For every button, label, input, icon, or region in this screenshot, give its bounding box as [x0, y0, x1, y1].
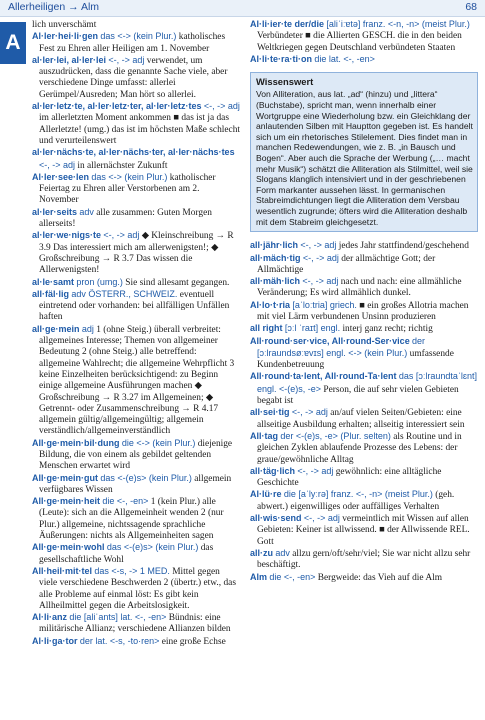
- dictionary-entry: [250, 336, 478, 372]
- entry-definition: Bergweide: das Vieh auf die Alm: [317, 572, 443, 583]
- entry-definition: allzu gern/oft/sehr/viel; Sie war nicht allzu sehr beschäftigt.: [257, 548, 471, 571]
- dictionary-entry: [250, 54, 478, 66]
- box-title: Wissenswert: [256, 76, 314, 88]
- entry-definition: interj ganz recht; richtig: [342, 324, 433, 335]
- right-top-entries: [250, 19, 478, 66]
- entry-definition: das gesellschaftliche Wohl: [39, 543, 214, 565]
- entry-headword: all·ge·mein: [32, 323, 80, 334]
- entry-headword: All·round·ser·vice, All·round-Ser·vice: [250, 335, 410, 346]
- entry-grammar: die <-, -en>: [102, 496, 149, 507]
- entry-headword: Al·ler·hei·li·gen: [32, 31, 99, 42]
- entry-grammar: die [aˈlyːrə] franz. <-, -n> (meist Plur.): [283, 489, 433, 500]
- entry-headword: al·ler·nächs·te, al·ler·nächs·ter, al·ler·nächs·tes: [32, 147, 235, 158]
- entry-definition: Mittel gegen viele verschiedene Beschwerden 2 (übertr.) etw., das alle Probleme auf einmal löst: Es gibt kein Allheilmittel gegen die Arbeitslosigkeit.: [39, 566, 236, 611]
- entry-grammar: <-, -> adj: [103, 230, 140, 241]
- entry-headword: Al·li·anz: [32, 612, 67, 623]
- entry-grammar: <-, -> adj: [203, 101, 240, 112]
- entry-grammar: [aliˈiːɐtə] franz. <-n, -n> (meist Plur.): [326, 19, 470, 29]
- entry-headword: All·ge·mein·gut: [32, 472, 98, 483]
- entry-headword: all right: [250, 323, 283, 334]
- dictionary-entry: [250, 276, 478, 300]
- entry-definition: katholischer Feiertag zu Ehren aller Verstorbenen am 2. November: [39, 172, 216, 206]
- entry-grammar: der lat. <-s, -to·ren>: [79, 635, 160, 646]
- entry-definition: allgemein verfügbares Wissen: [39, 473, 232, 495]
- dictionary-entry: [32, 496, 240, 542]
- entry-grammar: der [ɔːlraundsøːɐvɪs] engl. <-> (kein Plur.): [257, 335, 426, 358]
- dictionary-entry: [32, 542, 240, 566]
- dictionary-entry: [250, 240, 478, 252]
- entry-grammar: [ɔːl ˈraɪt] engl.: [284, 323, 341, 334]
- right-bottom-entries: [250, 240, 478, 584]
- entry-definition: katholisches Fest zu Ehren aller Heiligen am 1. November: [39, 32, 226, 54]
- entry-grammar: das <-> (kein Plur.): [100, 31, 177, 42]
- entry-headword: Al·lü·re: [250, 489, 282, 500]
- entry-headword: al·ler·seits: [32, 206, 78, 217]
- dictionary-entry: [250, 572, 478, 584]
- right-column: [250, 19, 478, 584]
- entry-grammar: <-, -> adj: [302, 252, 339, 263]
- entry-headword: All·ge·mein·heit: [32, 496, 101, 507]
- entry-headword: All·ge·mein·wohl: [32, 542, 105, 553]
- entry-headword: all·jähr·lich: [250, 240, 299, 251]
- entry-grammar: adv: [79, 206, 94, 217]
- entry-headword: all·täg·lich: [250, 465, 296, 476]
- dictionary-entry: [250, 513, 478, 548]
- entry-grammar: <-, -> adj: [291, 407, 328, 418]
- dictionary-entry: [32, 207, 240, 231]
- entry-headword: all·zu: [250, 547, 274, 558]
- entry-definition: vermeintlich mit Wissen auf allen Gebieten: Keiner ist allwissend. ■ der Allwissende REL. Gott: [257, 514, 470, 547]
- entry-grammar: adv ÖSTERR., SCHWEIZ.: [71, 288, 178, 299]
- dictionary-entry: [32, 636, 240, 648]
- entry-grammar: <-, -> adj: [108, 54, 145, 65]
- entry-headword: all·sei·tig: [250, 407, 290, 418]
- entry-headword: all·fäl·lig: [32, 288, 70, 299]
- entry-grammar: pron (umg.): [76, 276, 123, 287]
- entry-definition: an/auf vielen Seiten/Gebieten: eine allseitige Ausbildung erhalten; allseitig interessiert sein: [257, 408, 465, 430]
- entry-definition: Bündnis: eine militärische Allianz; verschiedene Allianzen bilden: [39, 613, 231, 635]
- dictionary-entry: [32, 31, 240, 55]
- entry-headword: al·le·samt: [32, 276, 75, 287]
- dictionary-entry: [32, 277, 240, 289]
- entry-definition: alle zusammen: Guten Morgen allerseits!: [39, 207, 212, 230]
- entry-grammar: das [ɔːlraundtaˈlɛnt] engl. <-(e)s, -e>: [257, 371, 477, 394]
- entry-grammar: das <-s, -> 1 MED.: [94, 565, 170, 576]
- entry-headword: all·mäch·tig: [250, 252, 301, 263]
- entry-headword: Al·lo·t·ria: [250, 299, 290, 310]
- entry-grammar: <-, -> adj: [303, 513, 340, 524]
- letter-tab: A: [0, 22, 26, 64]
- entry-grammar: die <-> (kein Plur.): [121, 437, 196, 448]
- entry-headword: al·ler·lei, al·ler·lei: [32, 54, 107, 65]
- entry-definition: Sie sind allesamt gegangen.: [125, 277, 230, 288]
- entry-definition: der allmächtige Gott; der Allmächtige: [257, 253, 436, 275]
- entry-definition: umfassende Kundenbetreuung: [257, 348, 454, 371]
- entry-headword: All·round·ta·lent, All·round-Ta·lent: [250, 371, 397, 382]
- entry-grammar: <-, -> adj: [300, 240, 337, 251]
- entry-headword: Al·ler·see·len: [32, 171, 90, 182]
- entry-grammar: das <-(e)s> (kein Plur.): [100, 472, 192, 483]
- entry-headword: All·ge·mein·bil·dung: [32, 437, 120, 448]
- entry-definition: 1 (kein Plur.) alle (Leute): sich an die Allgemeinheit wenden 2 (nur Plur.) allgemeine, nichtssagende sprachliche Äußerungen: nichts als Allgemeinheiten sagen: [39, 497, 224, 542]
- dictionary-entry: [32, 438, 240, 473]
- entry-definition: ◆ Kleinschreibung → R 3.9 Das interessiert mich am allerwenigsten!; ◆ Großschreibung → R 3.7 Das wissen die Allerwenigsten!: [39, 231, 234, 276]
- entry-grammar: [aˈloːtria] griech.: [292, 299, 357, 310]
- dictionary-entry: [250, 300, 478, 324]
- entry-headword: al·ler·we·nigs·te: [32, 230, 102, 241]
- wissenswert-box: [250, 72, 478, 232]
- dictionary-entry: [250, 19, 478, 54]
- entry-grammar: die <-, -en>: [269, 571, 316, 582]
- entry-definition: Person, die auf sehr vielen Gebieten begabt ist: [257, 384, 459, 407]
- entry-headword: Alm: [250, 571, 268, 582]
- entry-definition: lich unverschämt: [32, 20, 97, 30]
- entry-definition: gewöhnlich: eine alltägliche Geschichte: [257, 466, 442, 489]
- entry-definition: 1 (ohne Steig.) überall verbreitet: allgemeines Interesse; Themen von allgemeiner Bedeutung 2 (ohne Steig.) alle betreffend: allgemeine Wahlrecht; die allgemeine Wehrpflicht 3 keine Einzelheiten berücksichtigend: zu Beginn einige allgemeine Ausführungen machen ◆ Großschreibung → R 3.27 im Allgemeinen; ◆ Getrennt- oder Zusammenschreibung → R 4.17 allgemein gültig/allgemeingültig; allgemein verständlich/allgemeinverständlich: [39, 324, 235, 437]
- dictionary-entry: [32, 147, 240, 172]
- entry-definition: als Routine und in gleichen Zyklen ablaufende Prozesse des Lebens: der graue/gewöhnliche Alltag: [257, 431, 462, 465]
- entry-grammar: adv: [275, 547, 290, 558]
- entry-grammar: adj: [81, 323, 94, 334]
- entry-definition: ■ ein großes Allotria machen mit viel Lärm verbundenen Unsinn produzieren: [257, 300, 469, 322]
- dictionary-entry: [250, 466, 478, 490]
- dictionary-entry: [250, 323, 478, 335]
- dictionary-entry: [32, 19, 240, 31]
- box-body: Von Alliteration, aus lat. „ad“ (hinzu) und „littera“ (Buchstabe), spricht man, wenn innerhalb einer Wortgruppe eine Wiederholung bzw. ein Gleichklang der anlautenden Silben mit Hauptton gegeben ist. Es handelt sich um ein rhetorisches Stilelement. Dies findet man in manchen Redewendungen, wie z. B. „in Bausch und Bogen“. Aber auch die Sprache der Werbung („… macht mehr Musik“) schätzt die Alliteration als Stilmittel, weil sie Slogans klanglich intensiviert und in der geschriebenen Form markanter aussehen lässt. In germanischen Stabreimdichtungen liegt die Alliteration dem Versbau wesentlich zugrunde; öfters wird die Alliteration deshalb mit dem Stabreim gleichgesetzt.: [256, 89, 473, 227]
- entry-headword: all·wis·send: [250, 513, 302, 524]
- entry-headword: Al·li·te·ra·ti·on: [250, 53, 312, 64]
- dictionary-entry: [32, 473, 240, 497]
- entry-headword: Al·li·ier·te der/die: [250, 19, 325, 29]
- dictionary-entry: [250, 253, 478, 277]
- dictionary-entry: [32, 101, 240, 147]
- dictionary-entry: [32, 230, 240, 276]
- running-head: Allerheiligen → Alm: [8, 1, 100, 13]
- page-header: [0, 0, 485, 17]
- entry-grammar: die [aliˈants] lat. <-, -en>: [69, 612, 167, 623]
- left-column: [32, 19, 240, 648]
- dictionary-entry: [32, 289, 240, 324]
- entry-headword: All·tag: [250, 430, 278, 441]
- dictionary-entry: [250, 548, 478, 572]
- entry-grammar: <-, -> adj: [297, 465, 334, 476]
- entry-definition: eventuell eintretend oder vorhanden: bei allfälligen Unfällen haften: [39, 289, 230, 323]
- entry-definition: nach und nach: eine allmähliche Veränderung; Es wird allmählich dunkel.: [257, 277, 462, 299]
- page-number: 68: [465, 1, 477, 13]
- entry-definition: im allerletzten Moment ankommen ■ das ist ja das Allerletzte! (umg.) das ist im höchsten Maße schlecht und verurteilenswert: [39, 113, 240, 146]
- entry-definition: Verbündeter ■ die Allierten GESCH. die in den beiden Weltkriegen gegen Deutschland verbündeten Staaten: [257, 31, 462, 53]
- dictionary-entry: [32, 566, 240, 612]
- entry-headword: al·ler·letz·te, al·ler·letz·ter, al·ler·letz·tes: [32, 101, 202, 112]
- dictionary-entry: [250, 489, 478, 513]
- entry-grammar: <-, -> adj: [39, 159, 76, 170]
- entry-definition: verwendet, um auszudrücken, dass die genannte Sache viele, aber verschiedene Dinge umfasst: allerlei Gerümpel/Ausreden; Man hört so allerlei.: [39, 55, 228, 100]
- entry-headword: all·mäh·lich: [250, 276, 301, 287]
- dictionary-entry: [32, 55, 240, 101]
- entry-definition: eine große Echse: [161, 636, 226, 647]
- entry-grammar: der <-(e)s, -e> (Plur. selten): [280, 430, 391, 441]
- dictionary-entry: [250, 371, 478, 407]
- dictionary-entry: [250, 431, 478, 466]
- dictionary-entry: [32, 324, 240, 438]
- entry-headword: All·heil·mit·tel: [32, 565, 92, 576]
- dictionary-entry: [32, 172, 240, 207]
- dictionary-entry: [250, 407, 478, 431]
- entry-grammar: <-, -> adj: [302, 276, 339, 287]
- entry-definition: jedes Jahr stattfindend/geschehend: [338, 241, 469, 252]
- entry-definition: in allernächster Zukunft: [77, 160, 168, 171]
- entry-grammar: das <-> (kein Plur.): [91, 171, 168, 182]
- entry-definition: diejenige Bildung, die von einem als gebildet geltenden Menschen erwartet wird: [39, 438, 233, 472]
- entry-grammar: die lat. <-, -en>: [314, 53, 375, 64]
- entry-grammar: das <-(e)s> (kein Plur.): [106, 542, 199, 553]
- entry-definition: (geh. abwert.) eigenwilliges oder auffälliges Verhalten: [257, 490, 455, 512]
- dictionary-entry: [32, 612, 240, 636]
- entry-headword: Al·li·ga·tor: [32, 635, 78, 646]
